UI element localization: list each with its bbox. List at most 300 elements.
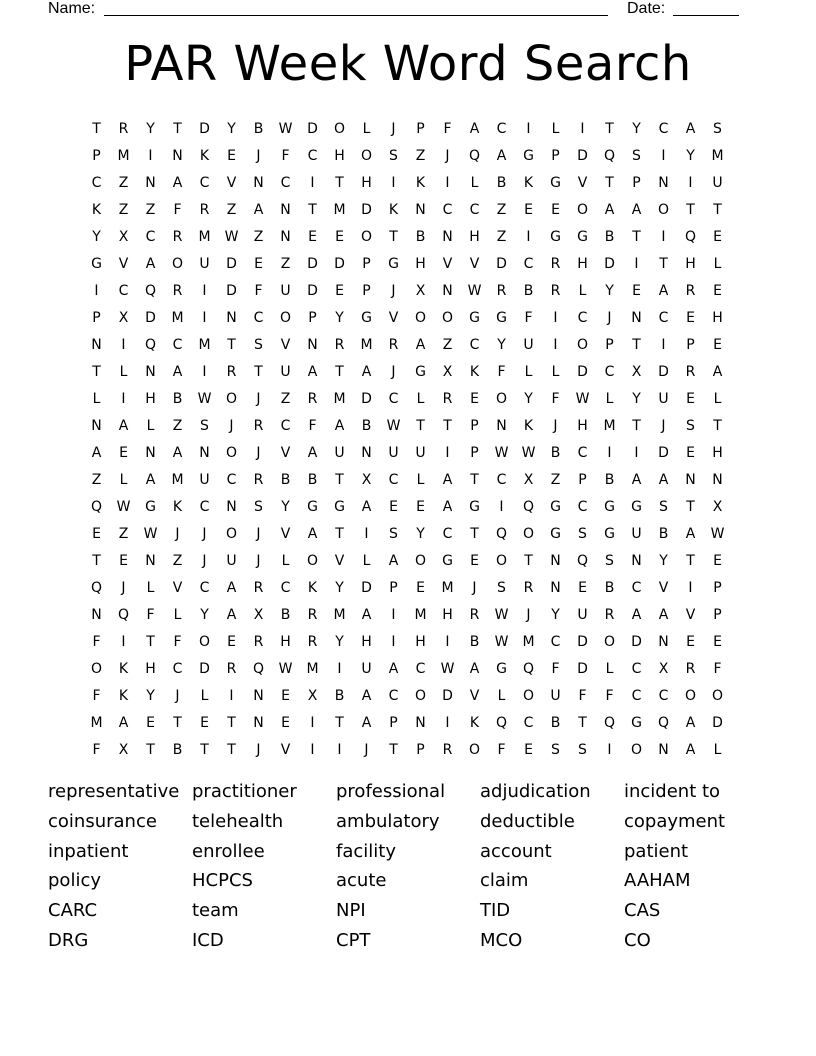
grid-letter[interactable]: S: [254, 336, 263, 353]
grid-letter[interactable]: L: [497, 687, 506, 704]
grid-letter[interactable]: W: [521, 444, 536, 461]
grid-letter[interactable]: N: [496, 417, 507, 434]
grid-letter[interactable]: H: [442, 606, 453, 623]
grid-letter[interactable]: A: [388, 660, 399, 677]
grid-letter[interactable]: Y: [146, 687, 155, 704]
grid-letter[interactable]: R: [118, 120, 129, 137]
grid-letter[interactable]: N: [631, 552, 642, 569]
grid-letter[interactable]: H: [712, 444, 723, 461]
grid-letter[interactable]: S: [578, 741, 587, 758]
grid-letter[interactable]: O: [198, 633, 211, 650]
grid-letter[interactable]: F: [146, 606, 155, 623]
grid-letter[interactable]: C: [280, 579, 291, 596]
grid-letter[interactable]: T: [335, 714, 344, 731]
grid-letter[interactable]: R: [226, 363, 237, 380]
grid-letter[interactable]: A: [172, 444, 183, 461]
grid-letter[interactable]: R: [172, 228, 183, 245]
grid-letter[interactable]: O: [414, 552, 427, 569]
grid-letter[interactable]: D: [226, 255, 237, 272]
grid-letter[interactable]: Z: [118, 525, 129, 542]
grid-letter[interactable]: V: [280, 525, 291, 542]
grid-letter[interactable]: T: [686, 552, 695, 569]
grid-letter[interactable]: C: [577, 309, 588, 326]
grid-letter[interactable]: Y: [497, 336, 506, 353]
grid-letter[interactable]: U: [199, 255, 210, 272]
grid-letter[interactable]: M: [171, 471, 184, 488]
grid-letter[interactable]: K: [118, 660, 129, 677]
grid-letter[interactable]: P: [713, 579, 722, 596]
grid-letter[interactable]: I: [121, 390, 126, 407]
grid-letter[interactable]: R: [523, 579, 534, 596]
grid-letter[interactable]: O: [414, 309, 427, 326]
grid-letter[interactable]: N: [145, 444, 156, 461]
grid-letter[interactable]: J: [121, 579, 126, 596]
grid-letter[interactable]: T: [389, 741, 398, 758]
grid-letter[interactable]: Q: [657, 714, 670, 731]
grid-letter[interactable]: J: [175, 687, 180, 704]
grid-letter[interactable]: E: [713, 336, 722, 353]
grid-letter[interactable]: B: [604, 228, 615, 245]
grid-letter[interactable]: B: [172, 390, 183, 407]
grid-letter[interactable]: A: [118, 714, 129, 731]
grid-letter[interactable]: L: [200, 687, 209, 704]
grid-letter[interactable]: G: [469, 498, 480, 515]
grid-letter[interactable]: J: [553, 417, 558, 434]
grid-letter[interactable]: N: [91, 336, 102, 353]
grid-letter[interactable]: W: [224, 228, 239, 245]
grid-letter[interactable]: G: [550, 228, 561, 245]
grid-letter[interactable]: B: [307, 471, 318, 488]
grid-letter[interactable]: G: [145, 498, 156, 515]
grid-letter[interactable]: J: [256, 147, 261, 164]
grid-letter[interactable]: W: [440, 660, 455, 677]
grid-letter[interactable]: U: [577, 606, 588, 623]
grid-letter[interactable]: S: [659, 498, 668, 515]
grid-letter[interactable]: M: [198, 336, 211, 353]
grid-letter[interactable]: X: [523, 471, 534, 488]
grid-letter[interactable]: T: [173, 120, 182, 137]
grid-letter[interactable]: N: [658, 174, 669, 191]
grid-letter[interactable]: D: [361, 390, 372, 407]
grid-letter[interactable]: M: [171, 309, 184, 326]
grid-letter[interactable]: D: [361, 201, 372, 218]
grid-letter[interactable]: R: [334, 336, 345, 353]
grid-letter[interactable]: P: [362, 255, 371, 272]
grid-letter[interactable]: Q: [144, 282, 157, 299]
grid-letter[interactable]: O: [441, 309, 454, 326]
grid-letter[interactable]: D: [442, 687, 453, 704]
grid-letter[interactable]: I: [202, 282, 207, 299]
grid-letter[interactable]: Y: [335, 633, 344, 650]
grid-letter[interactable]: R: [253, 471, 264, 488]
grid-letter[interactable]: G: [415, 363, 426, 380]
grid-letter[interactable]: A: [685, 714, 696, 731]
grid-letter[interactable]: O: [684, 687, 697, 704]
grid-letter[interactable]: T: [173, 714, 182, 731]
grid-letter[interactable]: C: [118, 282, 129, 299]
grid-letter[interactable]: M: [306, 660, 319, 677]
grid-letter[interactable]: E: [686, 309, 695, 326]
grid-letter[interactable]: F: [173, 633, 182, 650]
grid-letter[interactable]: E: [632, 282, 641, 299]
grid-letter[interactable]: C: [388, 390, 399, 407]
grid-letter[interactable]: Q: [495, 525, 508, 542]
grid-letter[interactable]: Q: [117, 606, 130, 623]
grid-letter[interactable]: K: [388, 201, 399, 218]
grid-letter[interactable]: V: [469, 687, 480, 704]
grid-letter[interactable]: N: [658, 741, 669, 758]
grid-letter[interactable]: F: [92, 687, 101, 704]
grid-letter[interactable]: J: [607, 309, 612, 326]
grid-letter[interactable]: B: [604, 579, 615, 596]
grid-letter[interactable]: R: [604, 606, 615, 623]
grid-letter[interactable]: B: [361, 417, 372, 434]
grid-letter[interactable]: T: [605, 174, 614, 191]
grid-letter[interactable]: M: [360, 336, 373, 353]
grid-letter[interactable]: U: [523, 336, 534, 353]
grid-letter[interactable]: D: [361, 579, 372, 596]
grid-letter[interactable]: D: [577, 633, 588, 650]
grid-letter[interactable]: E: [686, 390, 695, 407]
grid-letter[interactable]: M: [198, 228, 211, 245]
grid-letter[interactable]: U: [361, 660, 372, 677]
grid-letter[interactable]: N: [712, 471, 723, 488]
grid-letter[interactable]: T: [686, 201, 695, 218]
grid-letter[interactable]: T: [146, 741, 155, 758]
grid-letter[interactable]: J: [256, 390, 261, 407]
grid-letter[interactable]: J: [391, 363, 396, 380]
grid-letter[interactable]: T: [713, 201, 722, 218]
grid-letter[interactable]: Y: [632, 390, 641, 407]
grid-letter[interactable]: K: [523, 417, 534, 434]
grid-letter[interactable]: A: [145, 471, 156, 488]
grid-letter[interactable]: E: [119, 552, 128, 569]
grid-letter[interactable]: S: [551, 741, 560, 758]
grid-letter[interactable]: R: [469, 606, 480, 623]
grid-letter[interactable]: D: [577, 363, 588, 380]
grid-letter[interactable]: O: [522, 525, 535, 542]
grid-letter[interactable]: N: [199, 444, 210, 461]
grid-letter[interactable]: U: [388, 444, 399, 461]
grid-letter[interactable]: N: [307, 336, 318, 353]
grid-letter[interactable]: J: [256, 525, 261, 542]
grid-letter[interactable]: Q: [90, 498, 103, 515]
grid-letter[interactable]: K: [307, 579, 318, 596]
grid-letter[interactable]: T: [335, 471, 344, 488]
grid-letter[interactable]: R: [307, 606, 318, 623]
grid-letter[interactable]: D: [334, 255, 345, 272]
grid-letter[interactable]: T: [443, 417, 452, 434]
grid-letter[interactable]: L: [713, 390, 722, 407]
grid-letter[interactable]: B: [496, 174, 507, 191]
grid-letter[interactable]: R: [685, 363, 696, 380]
grid-letter[interactable]: G: [604, 498, 615, 515]
grid-letter[interactable]: E: [470, 390, 479, 407]
grid-letter[interactable]: I: [607, 444, 612, 461]
grid-letter[interactable]: V: [334, 552, 345, 569]
grid-letter[interactable]: B: [280, 606, 291, 623]
grid-letter[interactable]: N: [361, 444, 372, 461]
grid-letter[interactable]: N: [145, 363, 156, 380]
grid-letter[interactable]: M: [333, 201, 346, 218]
grid-letter[interactable]: R: [199, 201, 210, 218]
grid-letter[interactable]: S: [200, 417, 209, 434]
grid-letter[interactable]: E: [281, 687, 290, 704]
grid-letter[interactable]: O: [171, 255, 184, 272]
grid-letter[interactable]: L: [119, 363, 128, 380]
grid-letter[interactable]: Q: [603, 714, 616, 731]
grid-letter[interactable]: Y: [605, 282, 614, 299]
grid-letter[interactable]: O: [495, 552, 508, 569]
grid-letter[interactable]: S: [497, 579, 506, 596]
grid-letter[interactable]: V: [442, 255, 453, 272]
grid-letter[interactable]: N: [280, 201, 291, 218]
grid-letter[interactable]: D: [658, 444, 669, 461]
grid-letter[interactable]: A: [415, 336, 426, 353]
grid-letter[interactable]: I: [337, 660, 342, 677]
grid-letter[interactable]: C: [388, 471, 399, 488]
grid-letter[interactable]: T: [254, 363, 263, 380]
grid-letter[interactable]: G: [523, 147, 534, 164]
grid-letter[interactable]: Y: [524, 390, 533, 407]
grid-letter[interactable]: F: [254, 282, 263, 299]
grid-letter[interactable]: H: [577, 255, 588, 272]
grid-letter[interactable]: V: [685, 606, 696, 623]
grid-letter[interactable]: I: [634, 444, 639, 461]
grid-letter[interactable]: E: [524, 201, 533, 218]
grid-letter[interactable]: K: [523, 174, 534, 191]
grid-letter[interactable]: C: [523, 255, 534, 272]
grid-letter[interactable]: M: [117, 147, 130, 164]
grid-letter[interactable]: U: [280, 363, 291, 380]
grid-letter[interactable]: J: [202, 552, 207, 569]
grid-letter[interactable]: X: [658, 660, 669, 677]
grid-letter[interactable]: I: [121, 336, 126, 353]
grid-letter[interactable]: C: [226, 471, 237, 488]
grid-letter[interactable]: G: [361, 309, 372, 326]
grid-letter[interactable]: L: [713, 741, 722, 758]
grid-letter[interactable]: Q: [684, 228, 697, 245]
grid-letter[interactable]: N: [442, 228, 453, 245]
grid-letter[interactable]: T: [470, 471, 479, 488]
grid-letter[interactable]: C: [91, 174, 102, 191]
grid-letter[interactable]: C: [631, 579, 642, 596]
grid-letter[interactable]: T: [92, 363, 101, 380]
grid-letter[interactable]: H: [415, 633, 426, 650]
grid-letter[interactable]: R: [685, 282, 696, 299]
grid-letter[interactable]: X: [118, 228, 129, 245]
grid-letter[interactable]: Q: [495, 714, 508, 731]
grid-letter[interactable]: I: [121, 633, 126, 650]
grid-letter[interactable]: E: [254, 255, 263, 272]
grid-letter[interactable]: N: [685, 471, 696, 488]
grid-letter[interactable]: G: [307, 498, 318, 515]
grid-letter[interactable]: N: [253, 174, 264, 191]
grid-letter[interactable]: T: [335, 174, 344, 191]
grid-letter[interactable]: U: [631, 525, 642, 542]
grid-letter[interactable]: E: [200, 714, 209, 731]
grid-letter[interactable]: A: [361, 498, 372, 515]
grid-letter[interactable]: L: [362, 120, 371, 137]
grid-letter[interactable]: A: [334, 417, 345, 434]
grid-letter[interactable]: Q: [144, 336, 157, 353]
grid-letter[interactable]: H: [415, 255, 426, 272]
grid-letter[interactable]: P: [92, 147, 101, 164]
grid-letter[interactable]: C: [280, 417, 291, 434]
grid-letter[interactable]: Q: [90, 579, 103, 596]
grid-letter[interactable]: I: [445, 633, 450, 650]
grid-letter[interactable]: T: [227, 336, 236, 353]
grid-letter[interactable]: A: [469, 660, 480, 677]
grid-letter[interactable]: T: [200, 741, 209, 758]
grid-letter[interactable]: T: [227, 714, 236, 731]
grid-letter[interactable]: W: [143, 525, 158, 542]
grid-letter[interactable]: E: [416, 579, 425, 596]
grid-letter[interactable]: I: [634, 255, 639, 272]
grid-letter[interactable]: Z: [280, 255, 291, 272]
grid-letter[interactable]: Y: [146, 120, 155, 137]
grid-letter[interactable]: J: [445, 147, 450, 164]
grid-letter[interactable]: I: [661, 228, 666, 245]
grid-letter[interactable]: D: [145, 309, 156, 326]
grid-letter[interactable]: C: [550, 633, 561, 650]
grid-letter[interactable]: Z: [118, 174, 129, 191]
grid-letter[interactable]: I: [391, 606, 396, 623]
grid-letter[interactable]: A: [685, 525, 696, 542]
grid-letter[interactable]: C: [496, 120, 507, 137]
grid-letter[interactable]: M: [333, 390, 346, 407]
grid-letter[interactable]: E: [713, 282, 722, 299]
grid-letter[interactable]: C: [658, 309, 669, 326]
grid-letter[interactable]: I: [661, 336, 666, 353]
grid-letter[interactable]: T: [92, 120, 101, 137]
grid-letter[interactable]: T: [632, 228, 641, 245]
grid-letter[interactable]: A: [307, 363, 318, 380]
grid-letter[interactable]: O: [495, 390, 508, 407]
grid-letter[interactable]: O: [711, 687, 724, 704]
grid-letter[interactable]: E: [551, 201, 560, 218]
grid-letter[interactable]: L: [578, 282, 587, 299]
grid-letter[interactable]: C: [280, 174, 291, 191]
grid-letter[interactable]: G: [334, 498, 345, 515]
grid-letter[interactable]: T: [335, 363, 344, 380]
grid-letter[interactable]: C: [145, 228, 156, 245]
grid-letter[interactable]: C: [442, 525, 453, 542]
grid-letter[interactable]: U: [226, 552, 237, 569]
grid-letter[interactable]: E: [227, 633, 236, 650]
grid-letter[interactable]: A: [388, 552, 399, 569]
grid-letter[interactable]: C: [442, 201, 453, 218]
grid-letter[interactable]: D: [199, 120, 210, 137]
grid-letter[interactable]: V: [280, 444, 291, 461]
grid-letter[interactable]: O: [414, 687, 427, 704]
grid-letter[interactable]: Q: [468, 147, 481, 164]
grid-letter[interactable]: C: [199, 579, 210, 596]
grid-letter[interactable]: L: [524, 363, 533, 380]
grid-letter[interactable]: Z: [253, 228, 264, 245]
grid-letter[interactable]: E: [335, 228, 344, 245]
grid-letter[interactable]: F: [443, 120, 452, 137]
grid-letter[interactable]: D: [712, 714, 723, 731]
grid-letter[interactable]: A: [91, 444, 102, 461]
grid-letter[interactable]: B: [658, 525, 669, 542]
grid-letter[interactable]: G: [550, 498, 561, 515]
grid-letter[interactable]: T: [632, 336, 641, 353]
grid-letter[interactable]: H: [685, 255, 696, 272]
grid-letter[interactable]: M: [603, 417, 616, 434]
grid-letter[interactable]: E: [713, 552, 722, 569]
grid-letter[interactable]: U: [280, 282, 291, 299]
grid-letter[interactable]: W: [494, 444, 509, 461]
grid-letter[interactable]: V: [118, 255, 129, 272]
grid-letter[interactable]: C: [469, 201, 480, 218]
grid-letter[interactable]: I: [337, 741, 342, 758]
grid-letter[interactable]: J: [256, 741, 261, 758]
grid-letter[interactable]: T: [92, 552, 101, 569]
grid-letter[interactable]: H: [145, 390, 156, 407]
grid-letter[interactable]: O: [360, 147, 373, 164]
grid-letter[interactable]: U: [199, 471, 210, 488]
grid-letter[interactable]: C: [388, 687, 399, 704]
grid-letter[interactable]: A: [604, 201, 615, 218]
grid-letter[interactable]: O: [333, 120, 346, 137]
grid-letter[interactable]: C: [577, 444, 588, 461]
grid-letter[interactable]: O: [225, 390, 238, 407]
grid-letter[interactable]: I: [229, 687, 234, 704]
grid-letter[interactable]: N: [415, 201, 426, 218]
grid-letter[interactable]: D: [307, 255, 318, 272]
grid-letter[interactable]: P: [92, 309, 101, 326]
grid-letter[interactable]: X: [442, 363, 453, 380]
grid-letter[interactable]: P: [605, 336, 614, 353]
grid-letter[interactable]: R: [496, 282, 507, 299]
grid-letter[interactable]: L: [362, 552, 371, 569]
grid-letter[interactable]: L: [551, 363, 560, 380]
grid-letter[interactable]: C: [415, 660, 426, 677]
grid-letter[interactable]: H: [334, 147, 345, 164]
grid-letter[interactable]: A: [226, 606, 237, 623]
grid-letter[interactable]: T: [416, 417, 425, 434]
grid-letter[interactable]: M: [90, 714, 103, 731]
grid-letter[interactable]: E: [686, 444, 695, 461]
grid-letter[interactable]: A: [658, 606, 669, 623]
grid-letter[interactable]: Y: [686, 147, 695, 164]
grid-letter[interactable]: Z: [172, 417, 183, 434]
grid-letter[interactable]: D: [631, 633, 642, 650]
grid-letter[interactable]: L: [416, 390, 425, 407]
grid-letter[interactable]: F: [281, 147, 290, 164]
grid-letter[interactable]: C: [604, 363, 615, 380]
grid-letter[interactable]: L: [146, 579, 155, 596]
grid-letter[interactable]: F: [551, 660, 560, 677]
grid-letter[interactable]: N: [91, 606, 102, 623]
grid-letter[interactable]: F: [605, 687, 614, 704]
grid-letter[interactable]: A: [658, 471, 669, 488]
grid-letter[interactable]: A: [712, 363, 723, 380]
grid-letter[interactable]: G: [442, 552, 453, 569]
grid-letter[interactable]: T: [227, 741, 236, 758]
grid-letter[interactable]: Z: [496, 228, 507, 245]
grid-letter[interactable]: L: [713, 255, 722, 272]
grid-letter[interactable]: A: [307, 525, 318, 542]
grid-letter[interactable]: G: [496, 309, 507, 326]
grid-letter[interactable]: W: [710, 525, 725, 542]
grid-letter[interactable]: A: [442, 498, 453, 515]
grid-letter[interactable]: N: [226, 498, 237, 515]
grid-letter[interactable]: I: [445, 444, 450, 461]
grid-letter[interactable]: T: [389, 228, 398, 245]
grid-letter[interactable]: I: [94, 282, 99, 299]
